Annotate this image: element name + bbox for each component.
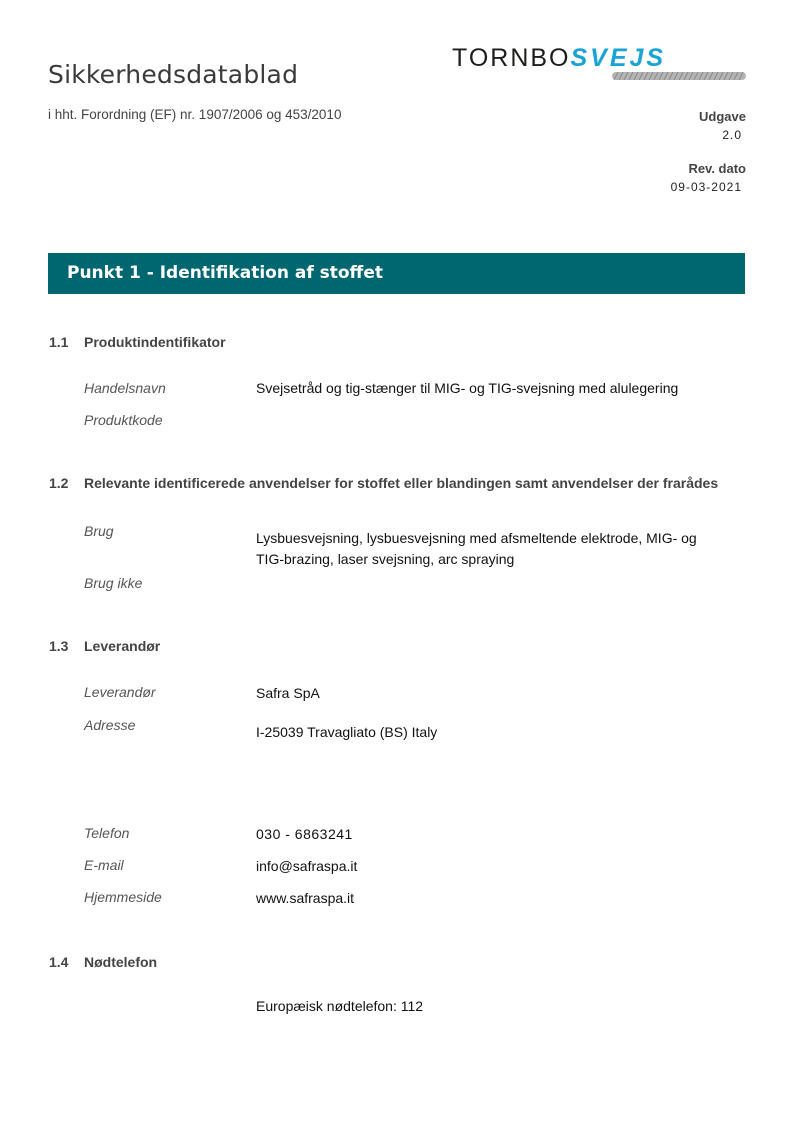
phone-label: Telefon (84, 825, 130, 841)
supplier-value: Safra SpA (256, 685, 320, 701)
not-use-label: Brug ikke (84, 575, 143, 591)
section-header-bar (48, 253, 745, 294)
phone-value: 030 - 6863241 (256, 826, 353, 842)
trade-name-label: Handelsnavn (84, 380, 166, 396)
email-value: info@safraspa.it (256, 858, 358, 874)
subsection-number-1-2: 1.2 (49, 475, 69, 491)
supplier-label: Leverandør (84, 684, 156, 700)
subsection-title-1-2: Relevante identificerede anvendelser for stoffet eller blandingen samt anvendelser der frarådes (84, 475, 719, 491)
website-label: Hjemmeside (84, 889, 162, 905)
product-code-label: Produktkode (84, 412, 163, 428)
email-label: E-mail (84, 857, 124, 873)
revision-date-label: Rev. dato (688, 161, 746, 176)
company-logo (452, 44, 746, 84)
revision-date-value: 09-03-2021 (670, 180, 742, 194)
logo-wire-icon (612, 72, 746, 80)
subsection-number-1-4: 1.4 (49, 954, 69, 970)
logo-text-tornbo: TORNBO (452, 44, 571, 72)
trade-name-value: Svejsetråd og tig-stænger til MIG- og TIG-svejsning med alulegering (256, 380, 679, 396)
use-value-line2: TIG-brazing, laser svejsning, arc spraying (256, 551, 515, 567)
address-label: Adresse (84, 717, 136, 733)
edition-value: 2.0 (722, 128, 742, 142)
website-value: www.safraspa.it (256, 890, 355, 906)
emergency-phone-value: Europæisk nødtelefon: 112 (256, 998, 424, 1014)
subsection-number-1-3: 1.3 (49, 638, 69, 654)
address-value: I-25039 Travagliato (BS) Italy (256, 724, 438, 740)
regulation-subtitle: i hht. Forordning (EF) nr. 1907/2006 og 453/2010 (48, 107, 342, 122)
logo-text-svejs: SVEJS (570, 44, 667, 72)
subsection-title-1-4: Nødtelefon (84, 954, 158, 970)
section-title: Punkt 1 - Identifikation af stoffet (67, 263, 383, 283)
subsection-title-1-1: Produktindentifikator (84, 334, 226, 350)
subsection-title-1-3: Leverandør (84, 638, 161, 654)
subsection-number-1-1: 1.1 (49, 334, 69, 350)
use-label: Brug (84, 523, 114, 539)
use-value-line1: Lysbuesvejsning, lysbuesvejsning med afsmeltende elektrode, MIG- og (256, 530, 697, 546)
page-title: Sikkerhedsdatablad (48, 60, 299, 89)
edition-label: Udgave (699, 109, 746, 124)
